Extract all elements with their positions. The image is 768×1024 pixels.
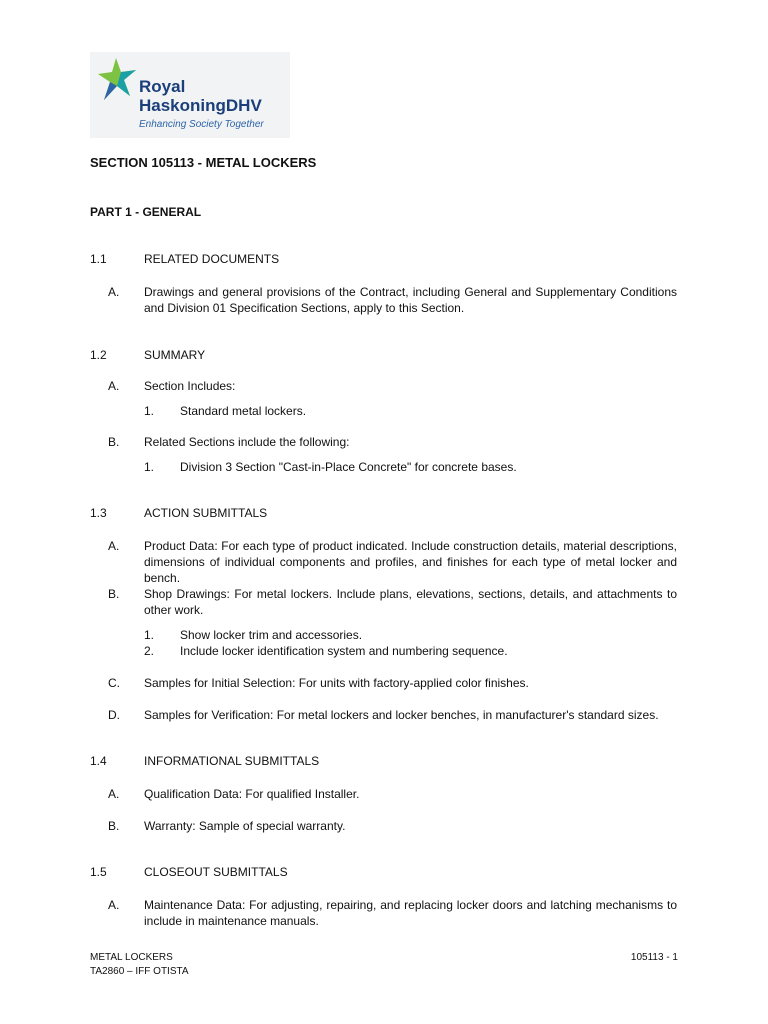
- paragraph-text: Section Includes:: [144, 379, 236, 393]
- section-title: SECTION 105113 - METAL LOCKERS: [90, 155, 317, 170]
- logo-tagline: Enhancing Society Together: [139, 119, 264, 130]
- article-heading: SUMMARY: [144, 348, 206, 362]
- footer-section-name: METAL LOCKERS: [90, 952, 173, 963]
- article-heading: RELATED DOCUMENTS: [144, 252, 280, 266]
- subparagraph-number: 1.: [144, 460, 155, 474]
- article-heading: INFORMATIONAL SUBMITTALS: [144, 754, 320, 768]
- article-number: 1.5: [90, 865, 107, 879]
- paragraph-letter: C.: [108, 676, 120, 690]
- paragraph-text: Product Data: For each type of product indicated. Include construction details, material descriptions, dimensions of individual components and profiles, and finishes for each type of metal locker and bench.: [144, 539, 677, 585]
- paragraph-letter: A.: [108, 285, 120, 299]
- article-number: 1.2: [90, 348, 107, 362]
- logo-line-2: HaskoningDHV: [139, 96, 262, 115]
- paragraph-text: Related Sections include the following:: [144, 435, 350, 449]
- subparagraph-number: 1.: [144, 628, 155, 642]
- article-number: 1.3: [90, 506, 107, 520]
- paragraph-letter: D.: [108, 708, 120, 722]
- subparagraph-number: 2.: [144, 644, 155, 658]
- paragraph-text: Qualification Data: For qualified Installer.: [144, 787, 360, 801]
- paragraph-letter: B.: [108, 587, 120, 601]
- subparagraph-number: 1.: [144, 404, 155, 418]
- paragraph-text: Drawings and general provisions of the Contract, including General and Supplementary Conditions and Division 01 Specification Sections, apply to this Section.: [144, 285, 677, 315]
- subparagraph-text: Division 3 Section "Cast-in-Place Concrete" for concrete bases.: [180, 460, 517, 474]
- article-heading: CLOSEOUT SUBMITTALS: [144, 865, 288, 879]
- footer-project-code: TA2860 – IFF OTISTA: [90, 966, 189, 977]
- paragraph-text: Maintenance Data: For adjusting, repairing, and replacing locker doors and latching mechanisms to include in maintenance manuals.: [144, 898, 677, 928]
- logo-line-1: Royal: [139, 77, 186, 96]
- subparagraph-text: Standard metal lockers.: [180, 404, 307, 418]
- paragraph-letter: B.: [108, 435, 120, 449]
- article-heading: ACTION SUBMITTALS: [144, 506, 268, 520]
- paragraph-letter: B.: [108, 819, 120, 833]
- part-title: PART 1 - GENERAL: [90, 205, 202, 219]
- paragraph-text: Samples for Initial Selection: For units with factory-applied color finishes.: [144, 676, 529, 690]
- paragraph-text: Shop Drawings: For metal lockers. Include plans, elevations, sections, details, and attachments to other work.: [144, 587, 677, 617]
- subparagraph-text: Include locker identification system and numbering sequence.: [180, 644, 508, 658]
- footer-page-number: 105113 - 1: [630, 952, 678, 963]
- paragraph-letter: A.: [108, 787, 120, 801]
- article-number: 1.1: [90, 252, 107, 266]
- star-logo-icon: [96, 56, 140, 104]
- paragraph-letter: A.: [108, 379, 120, 393]
- paragraph-letter: A.: [108, 539, 120, 553]
- company-logo: [90, 52, 290, 138]
- paragraph-text: Warranty: Sample of special warranty.: [144, 819, 346, 833]
- article-number: 1.4: [90, 754, 107, 768]
- paragraph-letter: A.: [108, 898, 120, 912]
- paragraph-text: Samples for Verification: For metal lockers and locker benches, in manufacturer's standard sizes.: [144, 708, 659, 722]
- subparagraph-text: Show locker trim and accessories.: [180, 628, 363, 642]
